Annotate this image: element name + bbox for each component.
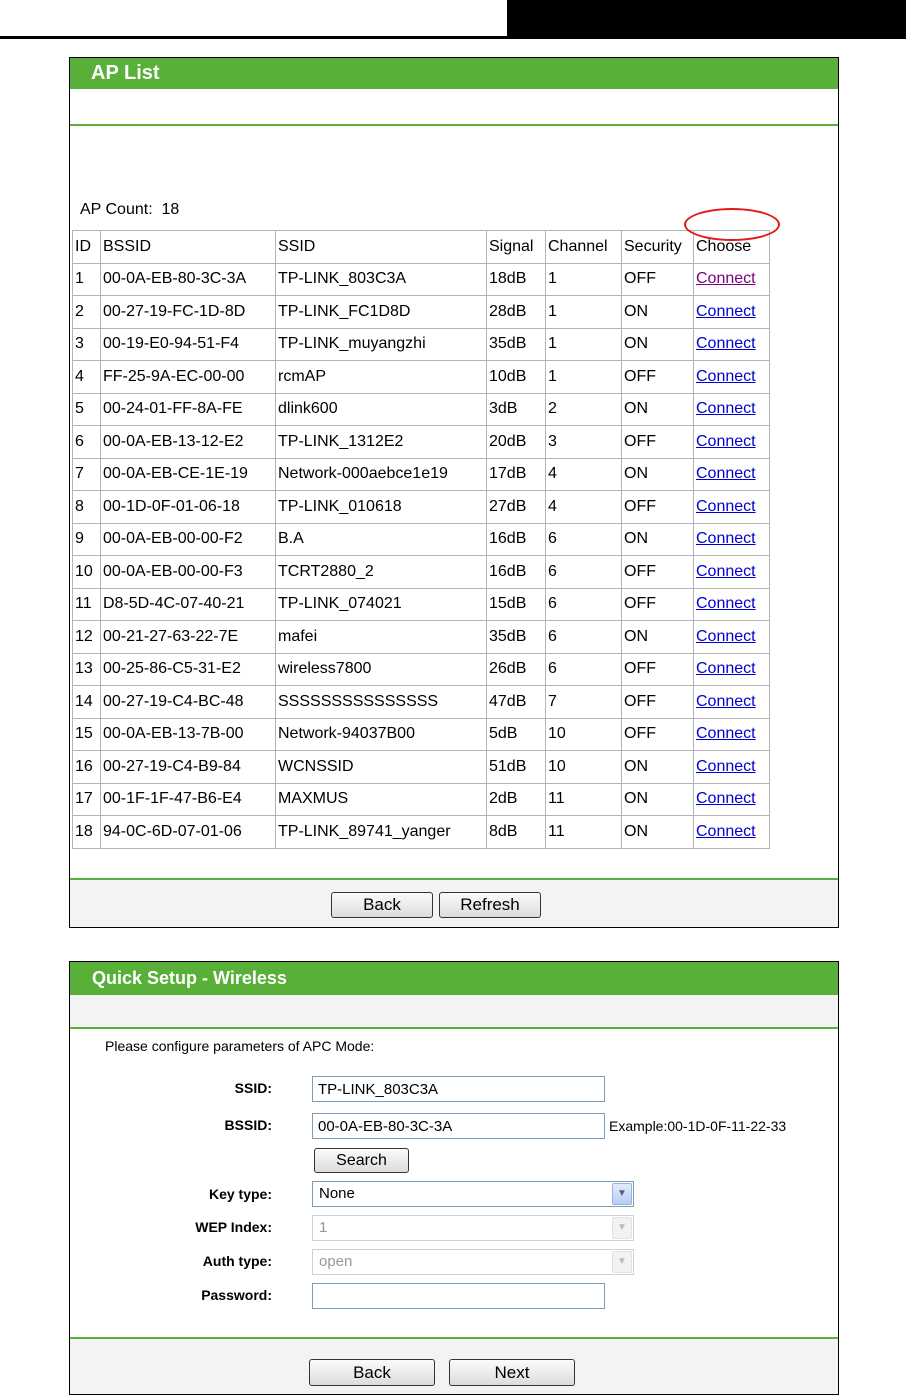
cell-signal: 17dB [487,458,546,491]
cell-signal: 35dB [487,621,546,654]
ap-list-panel [69,57,839,928]
cell-bssid: 00-24-01-FF-8A-FE [101,393,276,426]
cell-ssid: rcmAP [276,361,487,394]
cell-ssid: dlink600 [276,393,487,426]
connect-link[interactable]: Connect [696,497,756,515]
wep-index-select [312,1215,634,1241]
cell-choose [694,328,770,361]
auth-type-value: open [319,1253,353,1270]
table-row [73,556,770,589]
cell-choose [694,556,770,589]
cell-security: ON [622,523,694,556]
cell-bssid: 00-27-19-C4-BC-48 [101,686,276,719]
cell-signal: 18dB [487,263,546,296]
cell-channel: 6 [546,653,622,686]
wep-index-value: 1 [319,1219,328,1236]
column-header-channel: Channel [546,231,622,264]
cell-security: OFF [622,263,694,296]
cell-bssid: 00-21-27-63-22-7E [101,621,276,654]
column-header-signal: Signal [487,231,546,264]
cell-bssid: 00-25-86-C5-31-E2 [101,653,276,686]
cell-bssid: FF-25-9A-EC-00-00 [101,361,276,394]
connect-link[interactable]: Connect [696,465,756,483]
cell-channel: 10 [546,718,622,751]
ssid-input[interactable] [312,1076,605,1102]
cell-id: 6 [73,426,101,459]
cell-channel: 6 [546,621,622,654]
table-row [73,588,770,621]
cell-id: 11 [73,588,101,621]
column-header-ssid: SSID [276,231,487,264]
cell-signal: 15dB [487,588,546,621]
cell-security: OFF [622,653,694,686]
chevron-down-icon: ▼ [612,1217,632,1239]
cell-channel: 7 [546,686,622,719]
cell-signal: 16dB [487,523,546,556]
cell-security: OFF [622,556,694,589]
bssid-input[interactable] [312,1113,605,1139]
cell-id: 2 [73,296,101,329]
cell-ssid: wireless7800 [276,653,487,686]
cell-security: OFF [622,491,694,524]
cell-choose [694,783,770,816]
bssid-label: BSSID: [224,1117,272,1133]
cell-security: OFF [622,686,694,719]
cell-choose [694,588,770,621]
ap-count-value: 18 [161,201,180,218]
cell-ssid: TP-LINK_1312E2 [276,426,487,459]
password-label: Password: [201,1287,272,1303]
key-type-select[interactable] [312,1181,634,1207]
connect-link[interactable]: Connect [696,335,756,353]
table-row [73,783,770,816]
connect-link[interactable]: Connect [696,660,756,678]
table-row [73,296,770,329]
cell-id: 5 [73,393,101,426]
connect-link[interactable]: Connect [696,367,756,385]
table-row [73,361,770,394]
cell-choose [694,621,770,654]
cell-security: OFF [622,426,694,459]
cell-channel: 1 [546,263,622,296]
cell-bssid: 00-0A-EB-80-3C-3A [101,263,276,296]
table-row [73,426,770,459]
connect-link[interactable]: Connect [696,270,756,288]
ap-table [72,230,770,849]
cell-channel: 6 [546,556,622,589]
cell-bssid: 00-0A-EB-13-7B-00 [101,718,276,751]
cell-choose [694,263,770,296]
cell-choose [694,361,770,394]
table-row [73,491,770,524]
divider [70,1027,838,1029]
cell-choose [694,491,770,524]
divider [70,124,838,126]
ap-count [80,201,179,219]
connect-link[interactable]: Connect [696,400,756,418]
cell-channel: 11 [546,816,622,849]
cell-channel: 6 [546,523,622,556]
table-row [73,718,770,751]
column-header-security: Security [622,231,694,264]
cell-bssid: 94-0C-6D-07-01-06 [101,816,276,849]
cell-security: ON [622,783,694,816]
password-input[interactable] [312,1283,605,1309]
cell-signal: 16dB [487,556,546,589]
page-top-block [507,0,906,38]
cell-ssid: WCNSSID [276,751,487,784]
cell-signal: 3dB [487,393,546,426]
connect-link[interactable]: Connect [696,757,756,775]
cell-id: 18 [73,816,101,849]
cell-bssid: 00-1D-0F-01-06-18 [101,491,276,524]
header-bar [70,995,838,1027]
table-row [73,621,770,654]
cell-signal: 51dB [487,751,546,784]
cell-ssid: B.A [276,523,487,556]
cell-choose [694,816,770,849]
cell-security: OFF [622,361,694,394]
wep-index-label: WEP Index: [195,1219,272,1235]
cell-bssid: 00-0A-EB-00-00-F3 [101,556,276,589]
auth-type-select [312,1249,634,1275]
cell-security: ON [622,621,694,654]
connect-link[interactable]: Connect [696,627,756,645]
cell-signal: 27dB [487,491,546,524]
column-header-id: ID [73,231,101,264]
cell-channel: 4 [546,458,622,491]
cell-security: ON [622,296,694,329]
connect-link[interactable]: Connect [696,530,756,548]
cell-id: 7 [73,458,101,491]
bssid-example: Example:00-1D-0F-11-22-33 [609,1118,787,1134]
cell-choose [694,393,770,426]
cell-id: 8 [73,491,101,524]
cell-bssid: 00-0A-EB-00-00-F2 [101,523,276,556]
cell-security: ON [622,751,694,784]
table-row [73,751,770,784]
cell-signal: 20dB [487,426,546,459]
search-button[interactable]: Search [314,1148,409,1173]
cell-ssid: SSSSSSSSSSSSSSS [276,686,487,719]
key-type-value: None [319,1185,355,1202]
cell-ssid: Network-000aebce1e19 [276,458,487,491]
quick-setup-title: Quick Setup - Wireless [70,962,838,995]
refresh-button[interactable]: Refresh [439,892,541,918]
connect-link[interactable]: Connect [696,595,756,613]
cell-signal: 47dB [487,686,546,719]
cell-channel: 1 [546,296,622,329]
ap-list-title: AP List [70,58,838,89]
table-row [73,328,770,361]
cell-security: OFF [622,718,694,751]
chevron-down-icon: ▼ [612,1251,632,1273]
ap-table-body [73,263,770,848]
cell-ssid: TP-LINK_muyangzhi [276,328,487,361]
cell-channel: 11 [546,783,622,816]
column-header-choose: Choose [694,231,770,264]
column-header-bssid: BSSID [101,231,276,264]
cell-id: 4 [73,361,101,394]
cell-signal: 10dB [487,361,546,394]
cell-security: ON [622,393,694,426]
cell-id: 1 [73,263,101,296]
key-type-label: Key type: [208,1186,272,1202]
cell-channel: 2 [546,393,622,426]
ssid-label: SSID: [234,1080,272,1096]
cell-ssid: TP-LINK_803C3A [276,263,487,296]
cell-channel: 1 [546,328,622,361]
back-button[interactable]: Back [331,892,433,918]
cell-ssid: TP-LINK_074021 [276,588,487,621]
table-row [73,263,770,296]
cell-id: 15 [73,718,101,751]
cell-ssid: mafei [276,621,487,654]
table-row [73,393,770,426]
cell-ssid: MAXMUS [276,783,487,816]
cell-choose [694,686,770,719]
cell-bssid: 00-19-E0-94-51-F4 [101,328,276,361]
cell-channel: 10 [546,751,622,784]
cell-choose [694,523,770,556]
cell-choose [694,458,770,491]
table-row [73,686,770,719]
table-row [73,523,770,556]
cell-signal: 8dB [487,816,546,849]
cell-bssid: 00-27-19-FC-1D-8D [101,296,276,329]
cell-signal: 26dB [487,653,546,686]
cell-bssid: D8-5D-4C-07-40-21 [101,588,276,621]
cell-id: 10 [73,556,101,589]
cell-id: 17 [73,783,101,816]
connect-link[interactable]: Connect [696,302,756,320]
table-row [73,653,770,686]
cell-id: 16 [73,751,101,784]
cell-signal: 2dB [487,783,546,816]
cell-id: 14 [73,686,101,719]
cell-id: 9 [73,523,101,556]
connect-link[interactable]: Connect [696,692,756,710]
cell-bssid: 00-27-19-C4-B9-84 [101,751,276,784]
connect-link[interactable]: Connect [696,562,756,580]
cell-bssid: 00-0A-EB-13-12-E2 [101,426,276,459]
ap-count-label: AP Count: [80,201,153,218]
cell-ssid: TP-LINK_010618 [276,491,487,524]
cell-ssid: Network-94037B00 [276,718,487,751]
cell-security: ON [622,816,694,849]
connect-link[interactable]: Connect [696,790,756,808]
cell-channel: 4 [546,491,622,524]
cell-id: 13 [73,653,101,686]
next-button[interactable]: Next [449,1359,575,1386]
cell-id: 3 [73,328,101,361]
cell-signal: 5dB [487,718,546,751]
cell-choose [694,296,770,329]
intro-text: Please configure parameters of APC Mode: [105,1038,375,1054]
cell-choose [694,426,770,459]
chevron-down-icon[interactable]: ▼ [612,1183,632,1205]
cell-signal: 28dB [487,296,546,329]
cell-bssid: 00-0A-EB-CE-1E-19 [101,458,276,491]
cell-ssid: TCRT2880_2 [276,556,487,589]
cell-choose [694,653,770,686]
connect-link[interactable]: Connect [696,432,756,450]
cell-signal: 35dB [487,328,546,361]
connect-link[interactable]: Connect [696,822,756,840]
cell-channel: 6 [546,588,622,621]
table-row [73,816,770,849]
connect-link[interactable]: Connect [696,725,756,743]
cell-bssid: 00-1F-1F-47-B6-E4 [101,783,276,816]
table-row [73,458,770,491]
cell-security: OFF [622,588,694,621]
cell-security: ON [622,458,694,491]
table-header-row [73,231,770,264]
cell-channel: 3 [546,426,622,459]
auth-type-label: Auth type: [202,1253,272,1269]
cell-channel: 1 [546,361,622,394]
cell-id: 12 [73,621,101,654]
cell-choose [694,751,770,784]
cell-ssid: TP-LINK_89741_yanger [276,816,487,849]
cell-ssid: TP-LINK_FC1D8D [276,296,487,329]
quick-setup-panel [69,961,839,1395]
back-button[interactable]: Back [309,1359,435,1386]
cell-security: ON [622,328,694,361]
cell-choose [694,718,770,751]
